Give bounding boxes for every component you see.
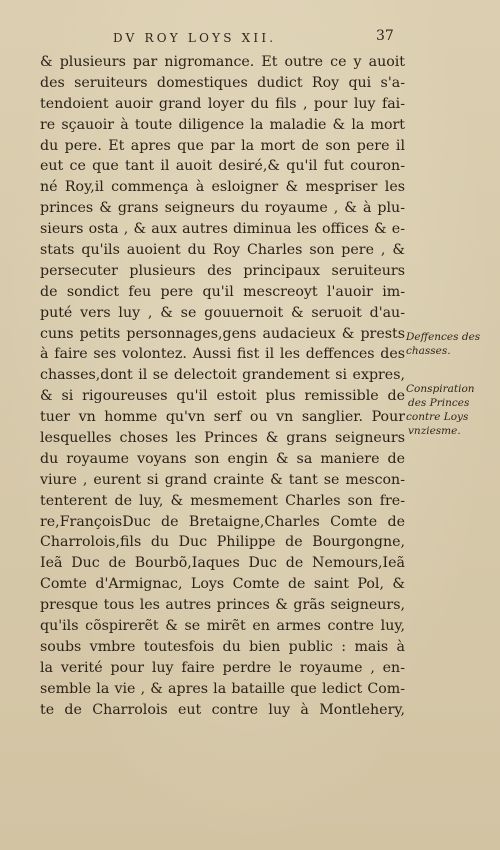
running-title: DV ROY LOYS XII. xyxy=(113,31,277,45)
text-line: des seruiteurs domestiques dudict Roy qui s'a- xyxy=(40,74,405,91)
text-line: eut ce que tant il auoit desiré,& qu'il fut couron- xyxy=(40,158,405,175)
text-line: à faire ses volontez. Aussi fist il les deffences des xyxy=(40,346,405,363)
margin-note-line: des Princes xyxy=(408,397,470,409)
body-text xyxy=(40,52,405,721)
text-line: Comte d'Armignac, Loys Comte de saint Pol, & xyxy=(40,576,405,593)
text-line: presque tous les autres princes & grãs seigneurs, xyxy=(40,597,405,614)
text-line: soubs vmbre toutesfois du bien public : mais à xyxy=(40,638,405,655)
text-line: Ieã Duc de Bourbõ,Iaques Duc de Nemours,Ieã xyxy=(40,555,405,572)
text-line: stats qu'ils auoient du Roy Charles son pere , & xyxy=(40,242,405,259)
page-number: 37 xyxy=(376,28,394,44)
text-line: puté vers luy , & se gouuernoit & seruoit d'au- xyxy=(40,304,405,321)
text-line: lesquelles choses les Princes & grans seigneurs xyxy=(40,430,405,447)
text-line: né Roy,il commença à esloigner & mespriser les xyxy=(40,179,405,196)
text-line: semble la vie , & apres la bataille que ledict Com- xyxy=(40,680,405,697)
text-line: du pere. Et apres que par la mort de son pere il xyxy=(40,137,405,154)
text-line: viure , eurent si grand crainte & tant se mescon- xyxy=(40,471,405,488)
text-line: de sondict feu pere qu'il mescreoyt l'auoir im- xyxy=(40,283,405,300)
margin-note-line: vnziesme. xyxy=(408,425,461,437)
text-line: princes & grans seigneurs du royaume , & à plu- xyxy=(40,200,405,217)
text-line: sieurs osta , & aux autres diminua les offices & e- xyxy=(40,221,405,238)
text-line: te de Charrolois eut contre luy à Montlehery, xyxy=(40,701,405,718)
margin-note-hunting xyxy=(406,330,494,358)
text-line: tenterent de luy, & mesmement Charles son fre- xyxy=(40,492,405,509)
text-line: chasses,dont il se delectoit grandement si expres, xyxy=(40,367,405,384)
text-line: & plusieurs par nigromance. Et outre ce y auoit xyxy=(40,54,405,70)
text-line: persecuter plusieurs des principaux seruiteurs xyxy=(40,262,405,279)
text-line: tuer vn homme qu'vn serf ou vn sanglier. Pour xyxy=(40,409,405,426)
text-line: Charrolois,fils du Duc Philippe de Bourgongne, xyxy=(40,534,405,551)
text-line: re,FrançoisDuc de Bretaigne,Charles Comte de xyxy=(40,513,405,530)
text-line: re sçauoir à toute diligence la maladie & la mort xyxy=(40,116,405,133)
margin-note-line: Conspiration xyxy=(406,383,475,395)
margin-note-line: contre Loys xyxy=(406,411,469,423)
text-line: & si rigoureuses qu'il estoit plus remissible de xyxy=(40,388,405,405)
text-line: cuns petits personnages,gens audacieux & prests xyxy=(40,325,405,342)
text-line: la verité pour luy faire perdre le royaume , en- xyxy=(40,659,405,676)
text-line: du royaume voyans son engin & sa maniere de xyxy=(40,450,405,467)
margin-note-line: Deffences des xyxy=(406,331,481,343)
margin-note-line: chasses. xyxy=(406,345,451,357)
text-line: qu'ils cõspirerẽt & se mirẽt en armes contre luy, xyxy=(40,618,405,635)
text-line: tendoient auoir grand loyer du fils , pour luy fai- xyxy=(40,95,405,112)
margin-note-conspiracy xyxy=(406,382,494,438)
